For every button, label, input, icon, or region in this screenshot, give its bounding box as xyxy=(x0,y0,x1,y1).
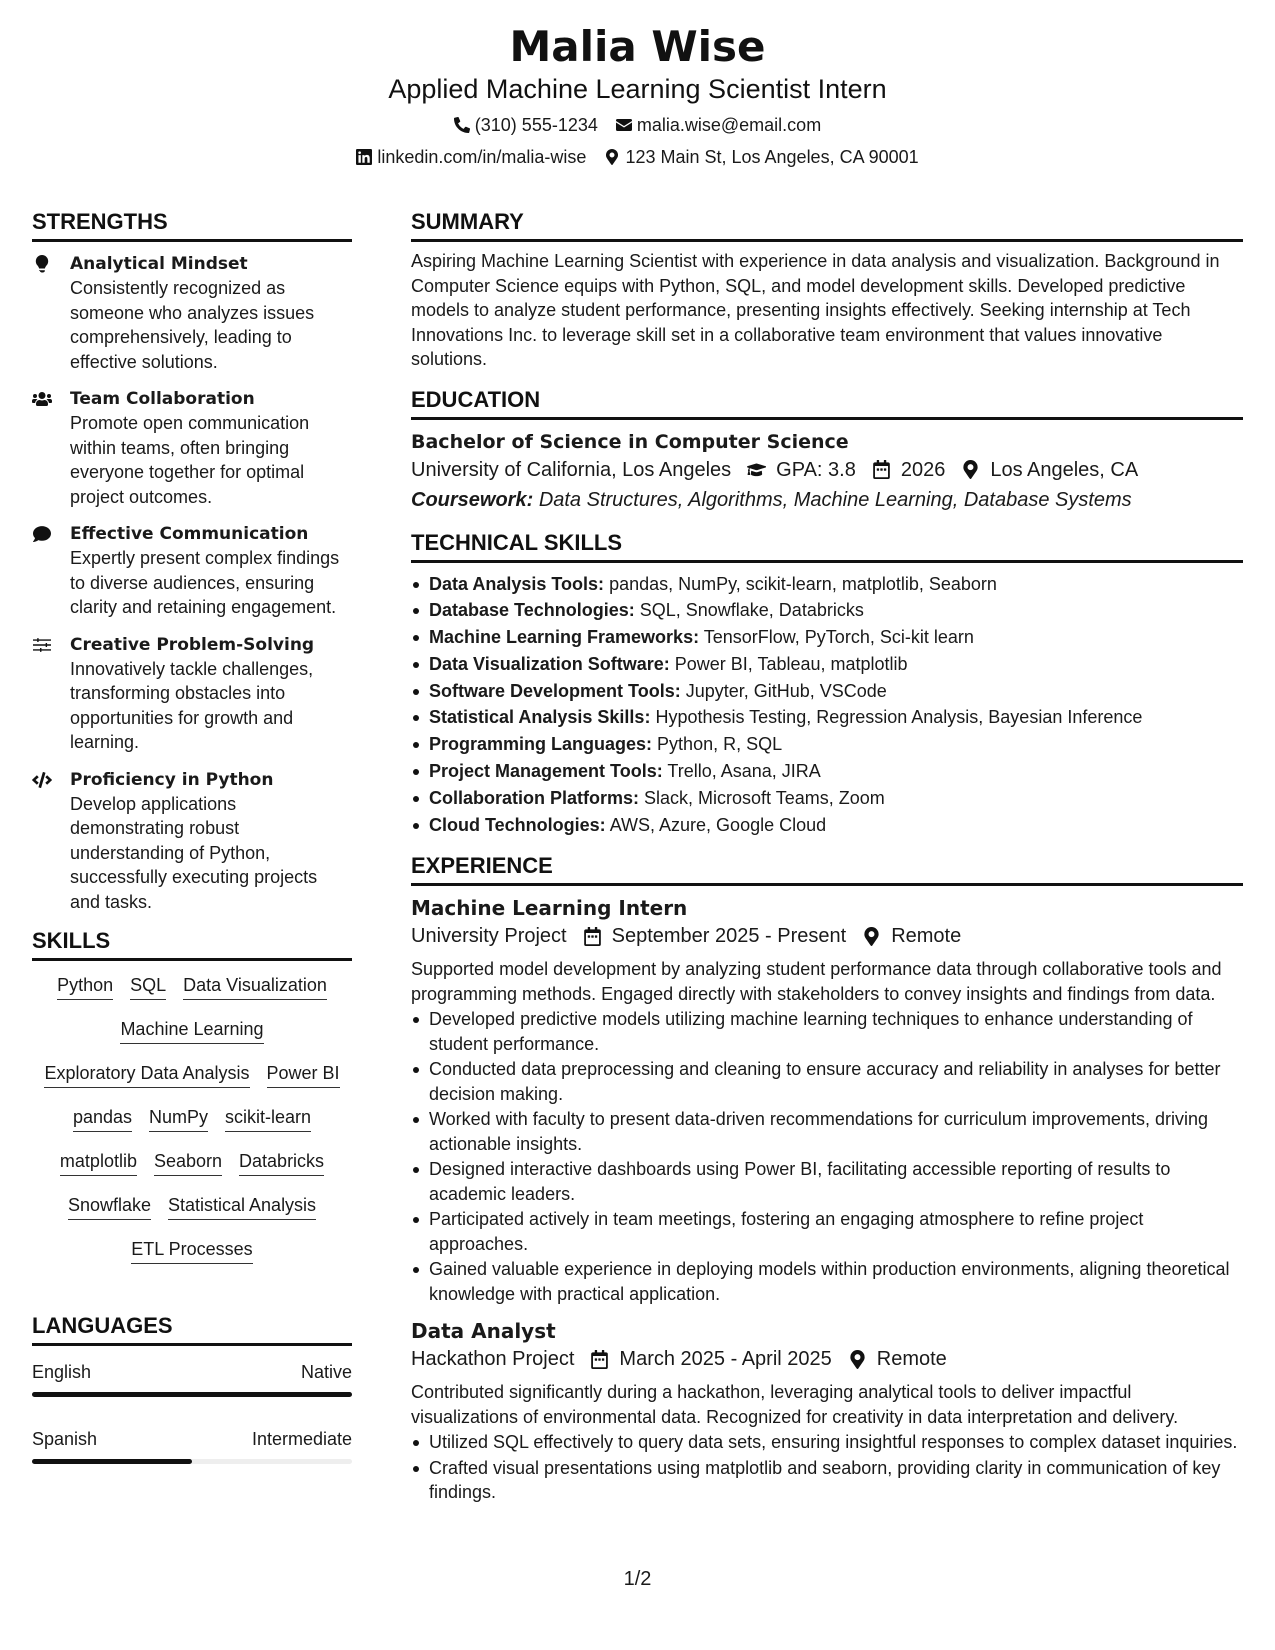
list-item: Utilized SQL effectively to query data sets, ensuring insightful responses to complex dataset inquiries. xyxy=(411,1430,1243,1455)
skill-tag: Seaborn xyxy=(154,1149,222,1176)
coursework-label: Coursework: xyxy=(411,488,534,511)
email-text: malia.wise@email.com xyxy=(636,115,822,135)
education-location: Los Angeles, CA xyxy=(990,458,1139,481)
envelope-icon xyxy=(616,117,632,133)
linkedin-text: linkedin.com/in/malia-wise xyxy=(377,147,587,167)
language-item xyxy=(32,1427,352,1464)
coursework xyxy=(411,485,1243,515)
list-item: Developed predictive models utilizing machine learning techniques to enhance understanding of student performance. xyxy=(411,1007,1243,1056)
skill-tag: Machine Learning xyxy=(120,1017,263,1044)
skill-tag: NumPy xyxy=(149,1105,208,1132)
job-entry xyxy=(411,895,1243,1306)
language-bar xyxy=(32,1392,352,1397)
experience-heading: EXPERIENCE xyxy=(411,852,1243,886)
list-item xyxy=(411,758,1243,785)
location-pin-icon xyxy=(604,149,620,165)
skill-tag: Data Visualization xyxy=(183,973,327,1000)
lightbulb-icon xyxy=(32,255,52,273)
skill-tag: Snowflake xyxy=(68,1193,151,1220)
language-level: Intermediate xyxy=(251,1429,352,1449)
job-entry xyxy=(411,1318,1243,1505)
strength-item xyxy=(32,522,352,620)
strength-item xyxy=(32,252,352,374)
skill-category: Data Analysis Tools: xyxy=(429,573,605,594)
strength-title: Creative Problem-Solving xyxy=(70,634,315,655)
summary-text: Aspiring Machine Learning Scientist with experience in data analysis and visualization. Background in Computer Science equips with Python, SQL, and model development skills. Developed predictive models to analyze student performance, presenting insights effectively. Seeking internship at Tech Innovations Inc. to leverage skill set in a collaborative team environment that values innovative solutions. xyxy=(411,251,1220,369)
skill-values: Power BI, Tableau, matplotlib xyxy=(674,653,908,674)
language-name: Spanish xyxy=(32,1429,98,1449)
job-description: Supported model development by analyzing student performance data through collaborative tools and programming methods. Engaged directly with stakeholders to convey insights and findings from data. xyxy=(411,959,1222,1004)
contact-row-2 xyxy=(0,144,1275,170)
skill-tag: matplotlib xyxy=(60,1149,137,1176)
skill-values: Python, R, SQL xyxy=(657,734,783,755)
skill-tag: Exploratory Data Analysis xyxy=(44,1061,249,1088)
education-meta xyxy=(411,455,1243,485)
technical-skills-heading: TECHNICAL SKILLS xyxy=(411,529,1243,563)
job-meta xyxy=(411,921,1243,951)
list-item: Participated actively in team meetings, fostering an engaging atmosphere to refine project approaches. xyxy=(411,1207,1243,1256)
resume-columns xyxy=(32,208,1243,1519)
strength-title: Team Collaboration xyxy=(70,389,255,409)
language-bar xyxy=(32,1459,352,1464)
skill-category: Project Management Tools: xyxy=(429,761,663,782)
list-item: Gained valuable experience in deploying models within production environments, aligning theoretical knowledge with practical application. xyxy=(411,1257,1243,1306)
address-contact xyxy=(604,144,918,170)
comment-icon xyxy=(32,525,52,543)
education-heading: EDUCATION xyxy=(411,386,1243,420)
right-column xyxy=(411,208,1243,1519)
skill-values: Jupyter, GitHub, VSCode xyxy=(685,680,887,701)
skill-tag: Statistical Analysis xyxy=(168,1193,316,1220)
list-item: Designed interactive dashboards using Power BI, facilitating accessible reporting of results to academic leaders. xyxy=(411,1157,1243,1206)
job-location: Remote xyxy=(876,1348,947,1371)
coursework-list: Data Structures, Algorithms, Machine Learning, Database Systems xyxy=(538,488,1132,511)
skill-tags xyxy=(32,973,352,1264)
users-icon xyxy=(32,390,52,408)
candidate-name: Malia Wise xyxy=(509,22,766,71)
strength-desc: Innovatively tackle challenges, transforming obstacles into opportunities for growth and learning. xyxy=(70,658,314,752)
location-pin-icon xyxy=(848,1350,867,1369)
list-item: Crafted visual presentations using matplotlib and seaborn, providing clarity in communication of key findings. xyxy=(411,1456,1243,1505)
skill-tag: Power BI xyxy=(267,1061,340,1088)
skills-section xyxy=(32,927,352,1264)
job-meta xyxy=(411,1344,1243,1374)
contact-row-1 xyxy=(0,112,1275,138)
summary-section xyxy=(411,208,1243,372)
language-level: Native xyxy=(300,1362,352,1382)
strength-item xyxy=(32,768,352,915)
strength-title: Effective Communication xyxy=(70,524,309,544)
page-number: 1/2 xyxy=(623,1568,652,1590)
language-name: English xyxy=(32,1362,92,1382)
skill-tag: SQL xyxy=(130,973,166,1000)
skill-category: Cloud Technologies: xyxy=(429,814,606,835)
languages-section xyxy=(32,1312,352,1464)
email-contact[interactable] xyxy=(616,112,821,138)
skill-category: Statistical Analysis Skills: xyxy=(429,707,651,728)
graduation-year: 2026 xyxy=(900,458,946,481)
skill-values: Slack, Microsoft Teams, Zoom xyxy=(644,787,885,808)
list-item xyxy=(411,731,1243,758)
language-bar-fill xyxy=(32,1392,352,1397)
job-dates: March 2025 - April 2025 xyxy=(619,1348,832,1371)
list-item xyxy=(411,812,1243,839)
list-item: Conducted data preprocessing and cleaning to ensure accuracy and reliability in analyses for better decision making. xyxy=(411,1057,1243,1106)
candidate-title: Applied Machine Learning Scientist Intern xyxy=(388,74,887,104)
calendar-icon xyxy=(872,460,891,479)
strength-desc: Consistently recognized as someone who analyzes issues comprehensively, leading to effective solutions. xyxy=(70,278,315,372)
graduation-cap-icon xyxy=(747,460,766,479)
experience-section xyxy=(411,852,1243,1505)
strengths-list xyxy=(32,252,352,914)
language-bar-fill xyxy=(32,1459,192,1464)
gpa: GPA: 3.8 xyxy=(776,458,856,481)
skill-tag: scikit-learn xyxy=(225,1105,311,1132)
skill-category: Database Technologies: xyxy=(429,600,635,621)
skill-tag: Databricks xyxy=(239,1149,324,1176)
skill-tag: pandas xyxy=(73,1105,132,1132)
skill-values: TensorFlow, PyTorch, Sci-kit learn xyxy=(703,627,974,648)
technical-skills-section xyxy=(411,529,1243,839)
skill-tag: ETL Processes xyxy=(131,1237,252,1264)
list-item: Worked with faculty to present data-driven recommendations for curriculum improvements, driving actionable insights. xyxy=(411,1107,1243,1156)
skill-category: Programming Languages: xyxy=(429,734,653,755)
skill-values: AWS, Azure, Google Cloud xyxy=(609,814,827,835)
list-item xyxy=(411,571,1243,598)
skill-values: pandas, NumPy, scikit-learn, matplotlib, Seaborn xyxy=(609,573,997,594)
skill-values: Hypothesis Testing, Regression Analysis, Bayesian Inference xyxy=(655,707,1143,728)
strength-desc: Expertly present complex findings to diverse audiences, ensuring clarity and retaining engagement. xyxy=(70,548,340,617)
strength-item xyxy=(32,387,352,509)
linkedin-contact[interactable] xyxy=(356,144,586,170)
strength-desc: Promote open communication within teams, often bringing everyone together for optimal project outcomes. xyxy=(70,413,310,507)
technical-skills-list xyxy=(411,571,1243,839)
strength-desc: Develop applications demonstrating robust understanding of Python, successfully executing projects and tasks. xyxy=(70,793,318,912)
calendar-icon xyxy=(583,927,602,946)
list-item xyxy=(411,597,1243,624)
skill-category: Collaboration Platforms: xyxy=(429,787,640,808)
sliders-icon xyxy=(32,636,52,654)
list-item xyxy=(411,678,1243,705)
left-column xyxy=(32,208,352,1519)
degree-title: Bachelor of Science in Computer Science xyxy=(411,430,849,453)
skills-heading: SKILLS xyxy=(32,927,352,961)
job-bullets xyxy=(411,1007,1243,1306)
phone-contact[interactable] xyxy=(454,112,598,138)
summary-heading: SUMMARY xyxy=(411,208,1243,242)
resume-header xyxy=(0,0,1275,170)
list-item xyxy=(411,651,1243,678)
job-title: Machine Learning Intern xyxy=(411,896,688,921)
location-pin-icon xyxy=(961,460,980,479)
skill-category: Software Development Tools: xyxy=(429,680,681,701)
list-item xyxy=(411,704,1243,731)
job-org: University Project xyxy=(411,925,567,948)
strength-item xyxy=(32,633,352,755)
job-bullets xyxy=(411,1430,1243,1505)
job-org: Hackathon Project xyxy=(411,1348,575,1371)
job-title: Data Analyst xyxy=(411,1319,556,1344)
phone-text: (310) 555-1234 xyxy=(474,115,598,135)
skill-values: Trello, Asana, JIRA xyxy=(667,761,821,782)
languages-heading: LANGUAGES xyxy=(32,1312,352,1346)
skill-tag: Python xyxy=(57,973,113,1000)
list-item xyxy=(411,624,1243,651)
skill-values: SQL, Snowflake, Databricks xyxy=(639,600,864,621)
calendar-icon xyxy=(590,1350,609,1369)
language-item xyxy=(32,1360,352,1397)
address-text: 123 Main St, Los Angeles, CA 90001 xyxy=(625,147,919,167)
location-pin-icon xyxy=(862,927,881,946)
skill-category: Machine Learning Frameworks: xyxy=(429,627,700,648)
skill-category: Data Visualization Software: xyxy=(429,653,670,674)
linkedin-icon xyxy=(356,149,372,165)
job-description: Contributed significantly during a hackathon, leveraging analytical tools to deliver impactful visualizations of environmental data. Recognized for creativity in data interpretation and delivery. xyxy=(411,1382,1179,1427)
strengths-heading: STRENGTHS xyxy=(32,208,352,242)
phone-icon xyxy=(454,117,470,133)
code-icon xyxy=(32,771,52,789)
strength-title: Analytical Mindset xyxy=(70,254,248,274)
school-name: University of California, Los Angeles xyxy=(411,458,732,481)
job-dates: September 2025 - Present xyxy=(611,925,847,948)
strength-title: Proficiency in Python xyxy=(70,769,274,790)
education-section xyxy=(411,386,1243,515)
job-location: Remote xyxy=(891,925,962,948)
list-item xyxy=(411,785,1243,812)
